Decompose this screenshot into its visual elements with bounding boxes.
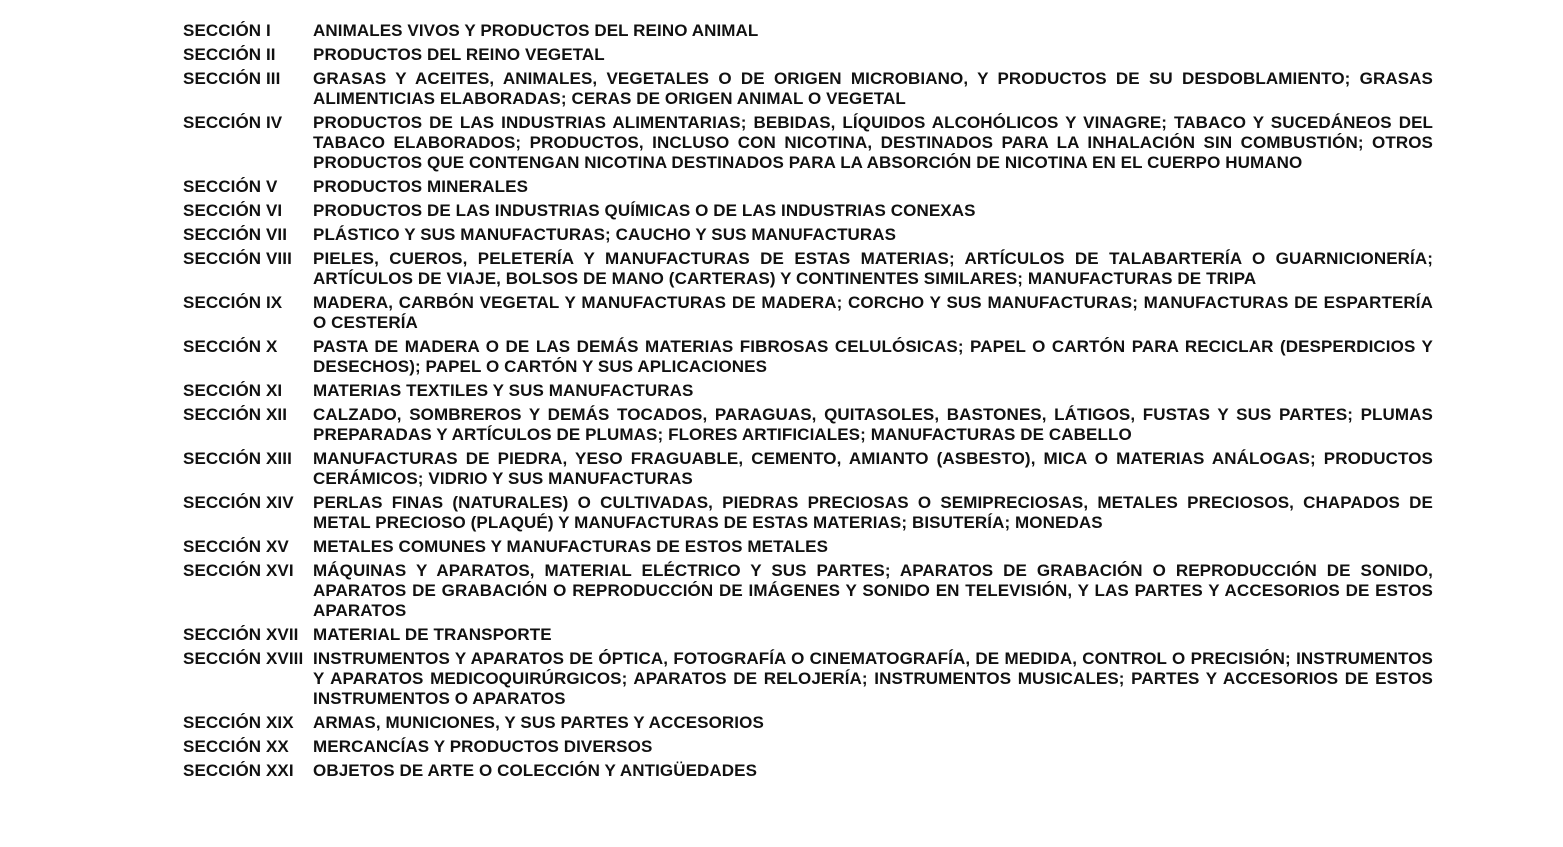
section-label: SECCIÓN XVII bbox=[183, 625, 299, 644]
section-row bbox=[183, 21, 1433, 41]
section-title: GRASAS Y ACEITES, ANIMALES, VEGETALES O DE ORIGEN MICROBIANO, Y PRODUCTOS DE SU DESDOBLAMIENTO; GRASAS ALIMENTICIAS ELABORADAS; CERAS DE ORIGEN ANIMAL O VEGETAL bbox=[313, 69, 1433, 108]
section-row bbox=[183, 113, 1433, 173]
section-row bbox=[183, 405, 1433, 445]
section-row bbox=[183, 69, 1433, 109]
section-row bbox=[183, 337, 1433, 377]
section-title: PRODUCTOS DE LAS INDUSTRIAS QUÍMICAS O DE LAS INDUSTRIAS CONEXAS bbox=[313, 201, 976, 220]
section-label: SECCIÓN IV bbox=[183, 113, 283, 132]
section-row bbox=[183, 449, 1433, 489]
section-row bbox=[183, 537, 1433, 557]
section-title: PERLAS FINAS (NATURALES) O CULTIVADAS, PIEDRAS PRECIOSAS O SEMIPRECIOSAS, METALES PRECIOSOS, CHAPADOS DE METAL PRECIOSO (PLAQUÉ) Y MANUFACTURAS DE ESTAS MATERIAS; BISUTERÍA; MONEDAS bbox=[313, 493, 1433, 532]
section-title: MATERIAL DE TRANSPORTE bbox=[313, 625, 552, 644]
section-title: MANUFACTURAS DE PIEDRA, YESO FRAGUABLE, CEMENTO, AMIANTO (ASBESTO), MICA O MATERIAS ANÁLOGAS; PRODUCTOS CERÁMICOS; VIDRIO Y SUS MANUFACTURAS bbox=[313, 449, 1433, 488]
section-label: SECCIÓN XI bbox=[183, 381, 283, 400]
section-title: PRODUCTOS DEL REINO VEGETAL bbox=[313, 45, 605, 64]
section-title: MERCANCÍAS Y PRODUCTOS DIVERSOS bbox=[313, 737, 653, 756]
section-row bbox=[183, 561, 1433, 621]
section-row bbox=[183, 249, 1433, 289]
section-title: CALZADO, SOMBREROS Y DEMÁS TOCADOS, PARAGUAS, QUITASOLES, BASTONES, LÁTIGOS, FUSTAS Y SUS PARTES; PLUMAS PREPARADAS Y ARTÍCULOS DE PLUMAS; FLORES ARTIFICIALES; MANUFACTURAS DE CABELLO bbox=[313, 405, 1433, 444]
section-row bbox=[183, 761, 1433, 781]
section-label: SECCIÓN II bbox=[183, 45, 276, 64]
section-row bbox=[183, 45, 1433, 65]
section-label: SECCIÓN X bbox=[183, 337, 278, 356]
section-label: SECCIÓN XXI bbox=[183, 761, 294, 780]
section-row bbox=[183, 493, 1433, 533]
section-label: SECCIÓN XVIII bbox=[183, 649, 304, 668]
section-label: SECCIÓN V bbox=[183, 177, 278, 196]
section-title: PASTA DE MADERA O DE LAS DEMÁS MATERIAS FIBROSAS CELULÓSICAS; PAPEL O CARTÓN PARA RECICLAR (DESPERDICIOS Y DESECHOS); PAPEL O CARTÓN Y SUS APLICACIONES bbox=[313, 337, 1433, 376]
section-label: SECCIÓN VII bbox=[183, 225, 288, 244]
section-title: METALES COMUNES Y MANUFACTURAS DE ESTOS METALES bbox=[313, 537, 829, 556]
section-title: MÁQUINAS Y APARATOS, MATERIAL ELÉCTRICO Y SUS PARTES; APARATOS DE GRABACIÓN O REPRODUCCIÓN DE SONIDO, APARATOS DE GRABACIÓN O REPRODUCCIÓN DE IMÁGENES Y SONIDO EN TELEVISIÓN, Y LAS PARTES Y ACCESORIOS DE ESTOS APARATOS bbox=[313, 561, 1433, 620]
section-row bbox=[183, 649, 1433, 709]
section-title: PRODUCTOS MINERALES bbox=[313, 177, 529, 196]
section-row bbox=[183, 713, 1433, 733]
section-row bbox=[183, 737, 1433, 757]
section-label: SECCIÓN XIX bbox=[183, 713, 294, 732]
section-row bbox=[183, 625, 1433, 645]
section-label: SECCIÓN XX bbox=[183, 737, 289, 756]
section-row bbox=[183, 293, 1433, 333]
section-title: MATERIAS TEXTILES Y SUS MANUFACTURAS bbox=[313, 381, 694, 400]
section-row bbox=[183, 201, 1433, 221]
sections-list bbox=[183, 21, 1433, 785]
section-title: ANIMALES VIVOS Y PRODUCTOS DEL REINO ANIMAL bbox=[313, 21, 759, 40]
section-title: PRODUCTOS DE LAS INDUSTRIAS ALIMENTARIAS; BEBIDAS, LÍQUIDOS ALCOHÓLICOS Y VINAGRE; TABACO Y SUCEDÁNEOS DEL TABACO ELABORADOS; PRODUCTOS, INCLUSO CON NICOTINA, DESTINADOS PARA LA INHALACIÓN SIN COMBUSTIÓN; OTROS PRODUCTOS QUE CONTENGAN NICOTINA DESTINADOS PARA LA ABSORCIÓN DE NICOTINA EN EL CUERPO HUMANO bbox=[313, 113, 1433, 172]
section-label: SECCIÓN I bbox=[183, 21, 271, 40]
section-row bbox=[183, 177, 1433, 197]
section-label: SECCIÓN XIV bbox=[183, 493, 294, 512]
section-row bbox=[183, 381, 1433, 401]
section-label: SECCIÓN XIII bbox=[183, 449, 292, 468]
section-title: PIELES, CUEROS, PELETERÍA Y MANUFACTURAS DE ESTAS MATERIAS; ARTÍCULOS DE TALABARTERÍA O GUARNICIONERÍA; ARTÍCULOS DE VIAJE, BOLSOS DE MANO (CARTERAS) Y CONTINENTES SIMILARES; MANUFACTURAS DE TRIPA bbox=[313, 249, 1433, 288]
section-title: ARMAS, MUNICIONES, Y SUS PARTES Y ACCESORIOS bbox=[313, 713, 764, 732]
section-title: INSTRUMENTOS Y APARATOS DE ÓPTICA, FOTOGRAFÍA O CINEMATOGRAFÍA, DE MEDIDA, CONTROL O PRECISIÓN; INSTRUMENTOS Y APARATOS MEDICOQUIRÚRGICOS; APARATOS DE RELOJERÍA; INSTRUMENTOS MUSICALES; PARTES Y ACCESORIOS DE ESTOS INSTRUMENTOS O APARATOS bbox=[313, 649, 1433, 708]
section-label: SECCIÓN III bbox=[183, 69, 281, 88]
section-title: PLÁSTICO Y SUS MANUFACTURAS; CAUCHO Y SUS MANUFACTURAS bbox=[313, 225, 897, 244]
section-label: SECCIÓN XVI bbox=[183, 561, 294, 580]
section-row bbox=[183, 225, 1433, 245]
section-label: SECCIÓN XV bbox=[183, 537, 289, 556]
section-label: SECCIÓN VI bbox=[183, 201, 283, 220]
section-title: OBJETOS DE ARTE O COLECCIÓN Y ANTIGÜEDADES bbox=[313, 761, 758, 780]
section-title: MADERA, CARBÓN VEGETAL Y MANUFACTURAS DE MADERA; CORCHO Y SUS MANUFACTURAS; MANUFACTURAS DE ESPARTERÍA O CESTERÍA bbox=[313, 293, 1433, 332]
section-label: SECCIÓN VIII bbox=[183, 249, 292, 268]
section-label: SECCIÓN IX bbox=[183, 293, 283, 312]
section-label: SECCIÓN XII bbox=[183, 405, 288, 424]
